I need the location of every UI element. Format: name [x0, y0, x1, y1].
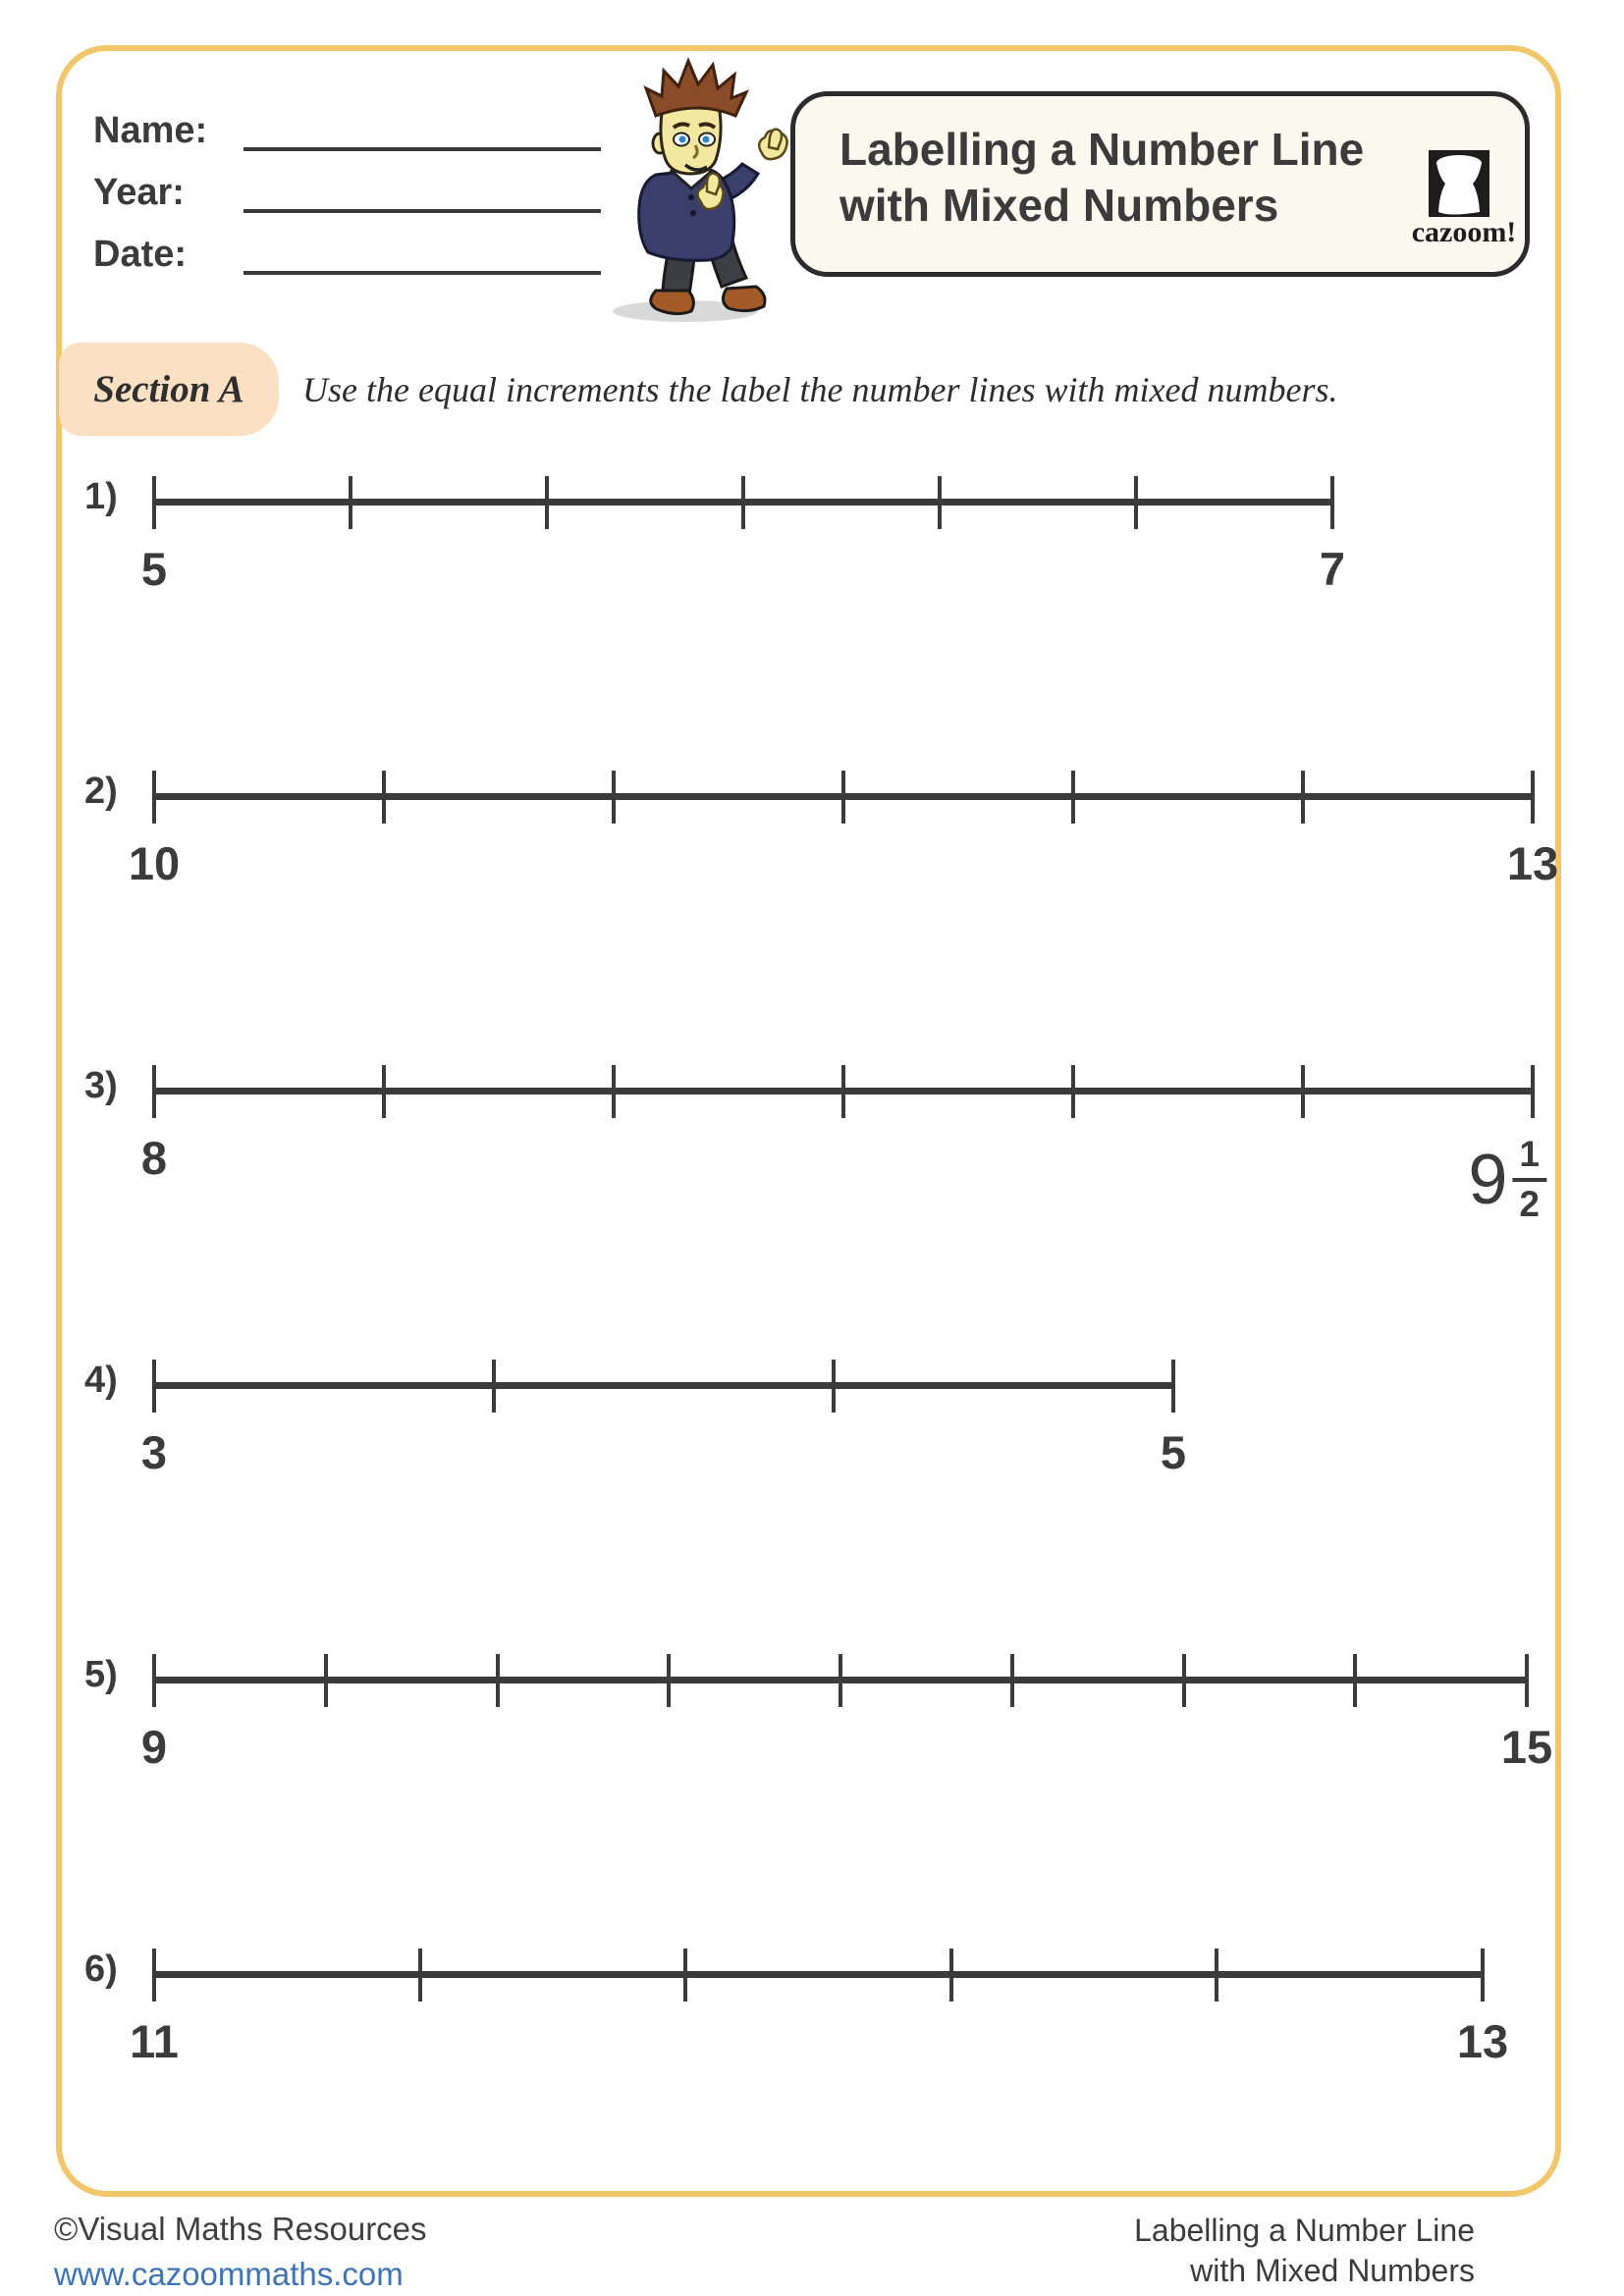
tick-mark — [418, 1949, 422, 2002]
tick-mark — [1531, 1065, 1535, 1118]
section-a-instruction: Use the equal increments the label the number lines with mixed numbers. — [302, 370, 1338, 409]
footer-right — [1134, 2211, 1475, 2291]
number-line-end-label: 13 — [1456, 2015, 1509, 2067]
name-label: Name: — [93, 110, 208, 151]
tick-mark — [382, 1065, 386, 1118]
footer-left — [54, 2209, 427, 2296]
cazoommaths-link[interactable]: www.cazoommaths.com — [54, 2254, 404, 2296]
tick-mark — [839, 1654, 842, 1707]
footer-title-line2: with Mixed Numbers — [1190, 2253, 1475, 2288]
worksheet-title-line2: with Mixed Numbers — [839, 180, 1279, 231]
section-a-badge: Section A — [59, 343, 279, 436]
number-line-start-label: 8 — [140, 1132, 168, 1184]
tick-mark — [152, 476, 156, 529]
number-line-start-label: 10 — [128, 837, 181, 889]
number-line-end-label: 15 — [1500, 1721, 1553, 1773]
fraction-denominator: 2 — [1519, 1183, 1540, 1224]
number-line-index: 4) — [84, 1360, 118, 1401]
tick-mark — [324, 1654, 328, 1707]
tick-mark — [667, 1654, 671, 1707]
tick-mark — [1010, 1654, 1014, 1707]
copyright-text: ©Visual Maths Resources — [54, 2211, 427, 2247]
tick-mark — [152, 771, 156, 824]
number-line-end-label: 7 — [1319, 543, 1346, 595]
worksheet-title-line1: Labelling a Number Line — [839, 124, 1365, 175]
date-label: Date: — [93, 234, 188, 275]
number-line-track — [154, 1971, 1483, 1978]
number-line-index: 1) — [84, 476, 118, 517]
number-line-index: 3) — [84, 1065, 118, 1106]
number-line-end-label: 13 — [1506, 837, 1559, 889]
fraction-numerator: 1 — [1512, 1135, 1546, 1182]
tick-mark — [841, 1065, 845, 1118]
tick-mark — [1531, 771, 1535, 824]
tick-mark — [1330, 476, 1334, 529]
tick-mark — [1353, 1654, 1357, 1707]
tick-mark — [1301, 1065, 1305, 1118]
year-label: Year: — [93, 172, 185, 213]
footer-title-line1: Labelling a Number Line — [1134, 2213, 1475, 2248]
tick-mark — [152, 1654, 156, 1707]
tick-mark — [492, 1360, 496, 1413]
number-line-start-label: 5 — [140, 543, 168, 595]
tick-mark — [683, 1949, 687, 2002]
tick-mark — [1134, 476, 1138, 529]
tick-mark — [545, 476, 549, 529]
number-line-index: 5) — [84, 1654, 118, 1695]
tick-mark — [1071, 771, 1075, 824]
number-line-start-label: 9 — [140, 1721, 168, 1773]
tick-mark — [1301, 771, 1305, 824]
mixed-number-whole: 9 — [1468, 1140, 1508, 1219]
number-line-start-label: 11 — [130, 2015, 179, 2067]
tick-mark — [1525, 1654, 1529, 1707]
number-line-start-label: 3 — [140, 1426, 168, 1478]
tick-mark — [841, 771, 845, 824]
tick-mark — [382, 771, 386, 824]
tick-mark — [1215, 1949, 1218, 2002]
tick-mark — [938, 476, 942, 529]
tick-mark — [832, 1360, 836, 1413]
tick-mark — [152, 1360, 156, 1413]
tick-mark — [949, 1949, 953, 2002]
tick-mark — [612, 771, 616, 824]
tick-mark — [741, 476, 745, 529]
tick-mark — [1481, 1949, 1485, 2002]
mixed-number-fraction — [1512, 1135, 1546, 1224]
tick-mark — [1171, 1360, 1175, 1413]
tick-mark — [496, 1654, 500, 1707]
tick-mark — [1071, 1065, 1075, 1118]
number-line-index: 6) — [84, 1949, 118, 1990]
tick-mark — [612, 1065, 616, 1118]
tick-mark — [152, 1949, 156, 2002]
tick-mark — [152, 1065, 156, 1118]
mixed-number-end-label — [1468, 1135, 1546, 1224]
number-line-end-label: 5 — [1160, 1426, 1187, 1478]
cazoom-logo-wordmark: cazoom! — [1411, 216, 1517, 248]
number-line-index: 2) — [84, 771, 118, 812]
tick-mark — [349, 476, 352, 529]
number-line-track — [154, 1382, 1173, 1389]
tick-mark — [1182, 1654, 1186, 1707]
